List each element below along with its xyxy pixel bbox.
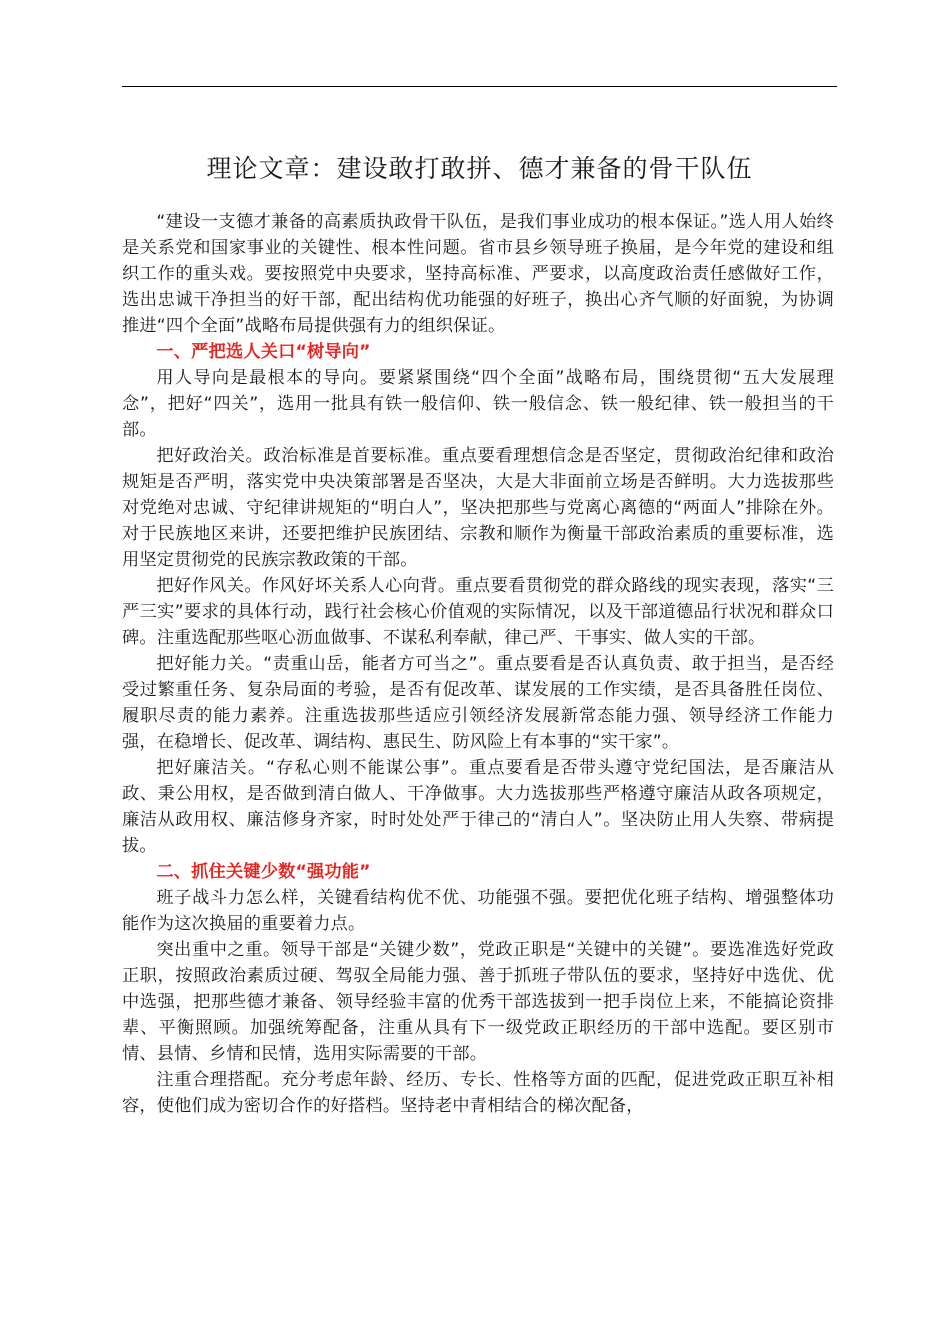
body-paragraph: 用人导向是最根本的导向。要紧紧围绕“四个全面”战略布局，围绕贯彻“五大发展理念”，把好“四关”，选用一批具有铁一般信仰、铁一般信念、铁一般纪律、铁一般担当的干部。 [122,368,834,440]
body-paragraph: 把好能力关。“责重山岳，能者方可当之”。重点要看是否认真负责、敢于担当，是否经受过繁重任务、复杂局面的考验，是否有促改革、谋发展的工作实绩，是否具备胜任岗位、履职尽责的能力素养。注重选拔那些适应引领经济发展新常态能力强、领导经济工作能力强，在稳增长、促改革、调结构、惠民生、防风险上有本事的“实干家”。 [122,654,834,752]
body-paragraph: 班子战斗力怎么样，关键看结构优不优、功能强不强。要把优化班子结构、增强整体功能作为这次换届的重要着力点。 [122,888,834,934]
header-rule [122,86,837,87]
body-paragraph: 把好政治关。政治标准是首要标准。重点要看理想信念是否坚定，贯彻政治纪律和政治规矩是否严明，落实党中央决策部署是否坚决，大是大非面前立场是否鲜明。大力选拔那些对党绝对忠诚、守纪律讲规矩的“明白人”，坚决把那些与党离心离德的“两面人”排除在外。对于民族地区来讲，还要把维护民族团结、宗教和顺作为衡量干部政治素质的重要标准，选用坚定贯彻党的民族宗教政策的干部。 [122,446,834,570]
body-paragraph: 把好廉洁关。“存私心则不能谋公事”。重点要看是否带头遵守党纪国法，是否廉洁从政、秉公用权，是否做到清白做人、干净做事。大力选拔那些严格遵守廉洁从政各项规定，廉洁从政用权、廉洁修身齐家，时时处处严于律己的“清白人”。坚决防止用人失察、带病提拔。 [122,758,834,856]
body-paragraph: 突出重中之重。领导干部是“关键少数”，党政正职是“关键中的关键”。要选准选好党政正职，按照政治素质过硬、驾驭全局能力强、善于抓班子带队伍的要求，坚持好中选优、优中选强，把那些德才兼备、领导经验丰富的优秀干部选拔到一把手岗位上来，不能搞论资排辈、平衡照顾。加强统筹配备，注重从具有下一级党政正职经历的干部中选配。要区别市情、县情、乡情和民情，选用实际需要的干部。 [122,940,834,1064]
body-paragraph: 把好作风关。作风好坏关系人心向背。重点要看贯彻党的群众路线的现实表现，落实“三严三实”要求的具体行动，践行社会核心价值观的实际情况，以及干部道德品行状况和群众口碑。注重选配那些呕心沥血做事、不谋私利奉献，律己严、干事实、做人实的干部。 [122,576,834,648]
body-paragraph: “建设一支德才兼备的高素质执政骨干队伍，是我们事业成功的根本保证。”选人用人始终是关系党和国家事业的关键性、根本性问题。省市县乡领导班子换届，是今年党的建设和组织工作的重头戏。要按照党中央要求，坚持高标准、严要求，以高度政治责任感做好工作，选出忠诚干净担当的好干部，配出结构优功能强的好班子，换出心齐气顺的好面貌，为协调推进“四个全面”战略布局提供强有力的组织保证。 [122,212,834,336]
section-heading: 一、严把选人关口“树导向” [156,342,371,362]
document-title: 理论文章：建设敢打敢拼、德才兼备的骨干队伍 [206,154,753,183]
section-heading: 二、抓住关键少数“强功能” [156,862,371,882]
body-paragraph: 注重合理搭配。充分考虑年龄、经历、专长、性格等方面的匹配，促进党政正职互补相容，使他们成为密切合作的好搭档。坚持老中青相结合的梯次配备， [122,1070,834,1116]
document-body [122,209,834,1119]
